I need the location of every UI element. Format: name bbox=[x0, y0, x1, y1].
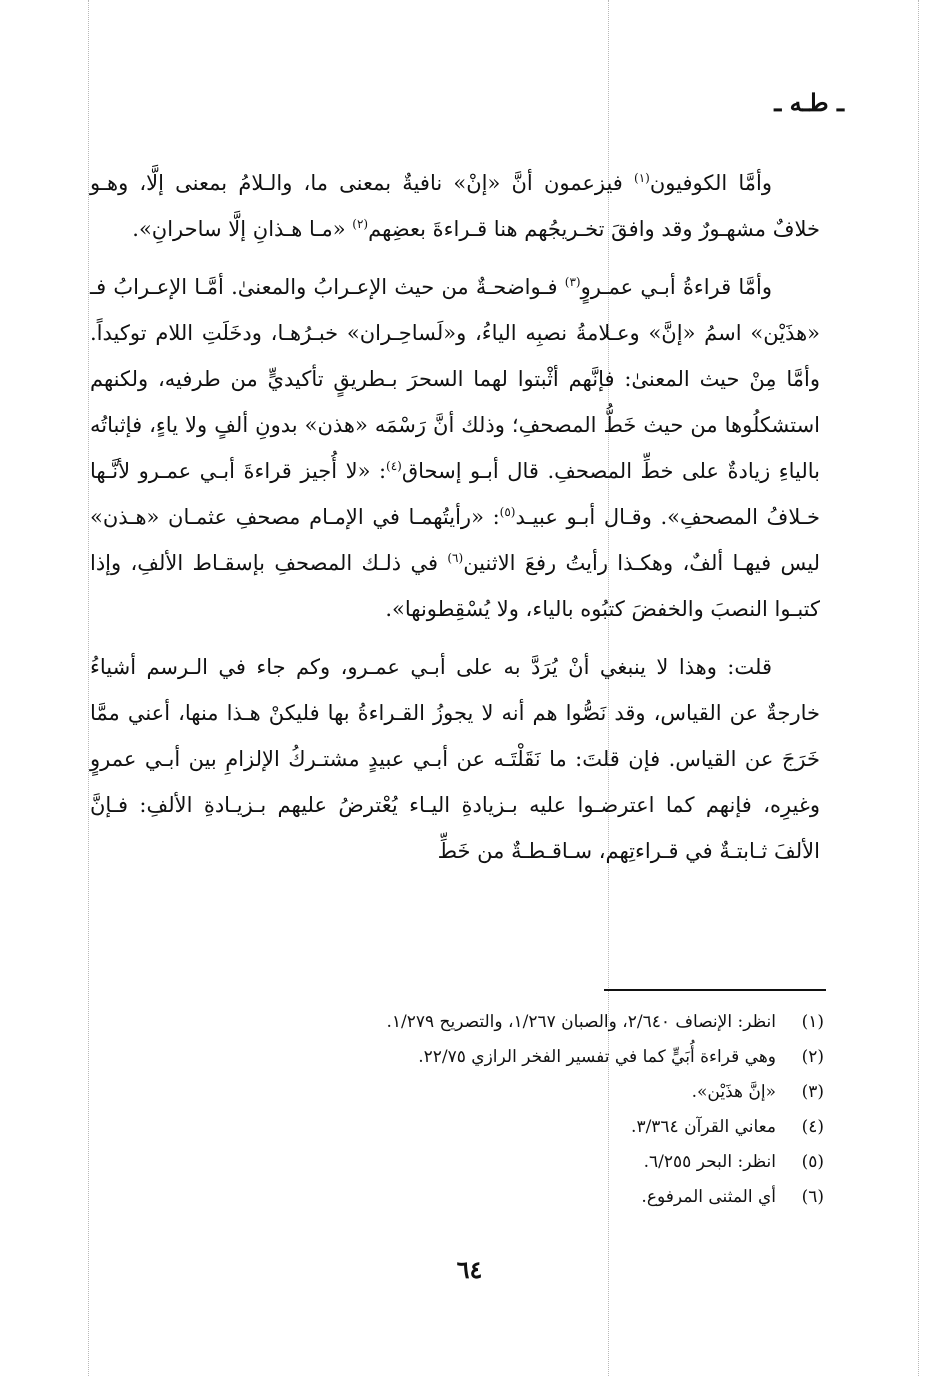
text-run: وأمَّا الكوفيون bbox=[649, 171, 772, 195]
footnote-text: وهي قراءة أُبَيٍّ كما في تفسير الفخر الرازي ٢٢/٧٥. bbox=[418, 1047, 776, 1067]
scan-guide-line bbox=[88, 0, 89, 1376]
paragraph bbox=[90, 160, 820, 252]
footnote-text: انظر: الإنصاف ٢/٦٤٠، والصبان ١/٢٦٧، والتصريح ١/٢٧٩. bbox=[386, 1012, 776, 1032]
footnote-number: (٦) bbox=[801, 1187, 824, 1207]
text-run: : «رأيتُهمـا في الإمـام مصحفِ عثمـان «هـذن» ليس فيهـا ألفٌ، وهكـذا رأيتُ رفعَ الاثنين bbox=[90, 505, 820, 575]
footnote-marker: (٦) bbox=[447, 551, 464, 565]
text-run: «مـا هـذانِ إلَّا ساحرانِ». bbox=[132, 217, 353, 241]
footnote bbox=[184, 1145, 824, 1180]
text-run: فيزعمون أنَّ «إنْ» نافيةٌ بمعنى ما، والـلامُ بمعنى إلَّا، وهـو خلافٌ مشهـورٌ وقد وافقَ تخـريجُهم هنا قـراءةَ بعضِهم bbox=[90, 171, 820, 241]
footnote bbox=[184, 1075, 824, 1110]
footnote-text: انظر: البحر ٦/٢٥٥. bbox=[643, 1152, 776, 1172]
page-number: ٦٤ bbox=[456, 1255, 483, 1284]
text-run: قلت: وهذا لا ينبغي أنْ يُرَدَّ به على أبـي عمـرو، وكم جاء في الـرسم أشياءُ خارجةٌ عن القياس، وقد نَصُّوا هم أنه لا يجوزُ القـراءةُ بها فليكنْ هـذا منها، أعني ممَّا خَرَجَ عن القياس. فإن قلتَ: ما نَقَلْتَـه عن أبـي عبيدٍ مشتـركُ الإلزامِ بين أبـي عمروٍ وغيرِه، فإنهم كما اعترضـوا عليه بـزيادةِ اليـاء يُعْترضُ عليهم بـزيـادةِ الألفِ: فـإنَّ الألفَ ثـابتـةٌ في قـراءتِهم، سـاقـطـةٌ من خَطِّ bbox=[90, 655, 820, 863]
footnote-marker: (٤) bbox=[386, 459, 402, 473]
text-run: فـواضحـةٌ من حيث الإعـرابُ والمعنىٰ. أمَّـا الإعـرابُ فـ «هذَيْن» اسمُ «إنَّ» وعـلامةُ نصبِه الياءُ، و«لَساحِـران» خبـرُهـا، ودخَلَتِ اللام توكيداً. وأمَّا مِنْ حيث المعنىٰ: فإنَّهم أثْبتوا لهما السحرَ بـطريقٍ تأكيديٍّ من طرفيه، ولكنهم استشكلُوها من حيث خَطُّ المصحفِ؛ وذلك أنَّ رَسْمَه «هذن» بدونِ ألفٍ ولا ياءٍ، فإثباتُه بالياءِ زيادةٌ على خطِّ المصحفِ. قال أبـو إسحاق bbox=[90, 275, 820, 483]
footnote-number: (١) bbox=[801, 1012, 824, 1032]
footnote-number: (٤) bbox=[801, 1117, 824, 1137]
paragraph bbox=[90, 644, 820, 874]
footnote-marker: (٥) bbox=[499, 505, 516, 519]
running-header: ـ طـه ـ bbox=[774, 88, 844, 117]
footnotes bbox=[184, 1005, 824, 1215]
footnote-marker: (١) bbox=[634, 171, 650, 185]
footnote bbox=[184, 1040, 824, 1075]
footnote-text: أي المثنى المرفوع. bbox=[641, 1187, 776, 1207]
footnote-text: معاني القرآن ٣/٣٦٤. bbox=[631, 1117, 776, 1137]
text-run: : «لا أُجيز قراءةَ أبـي عمـرو لأنَّـها خـلافُ المصحفِ». وقـال أبـو عبيـد bbox=[90, 459, 820, 529]
main-text bbox=[90, 160, 820, 886]
footnote bbox=[184, 1180, 824, 1215]
footnote bbox=[184, 1110, 824, 1145]
footnote-number: (٢) bbox=[801, 1047, 824, 1067]
text-run: في ذلـك المصحفِ بإسقـاط الألفِ، وإذا كتبـوا النصبَ والخفضَ كتبُوه بالياء، ولا يُسْقِطونها». bbox=[90, 551, 820, 621]
footnote bbox=[184, 1005, 824, 1040]
footnote-number: (٥) bbox=[801, 1152, 824, 1172]
footnote-separator bbox=[604, 989, 826, 991]
footnote-marker: (٣) bbox=[564, 275, 581, 289]
footnote-number: (٣) bbox=[801, 1082, 824, 1102]
text-run: وأمَّا قراءةُ أبـي عمـروٍ bbox=[580, 275, 773, 299]
scan-guide-line bbox=[918, 0, 919, 1376]
paragraph bbox=[90, 264, 820, 632]
footnote-text: «إنَّ هذَيْن». bbox=[691, 1082, 776, 1102]
footnote-marker: (٢) bbox=[352, 217, 369, 231]
